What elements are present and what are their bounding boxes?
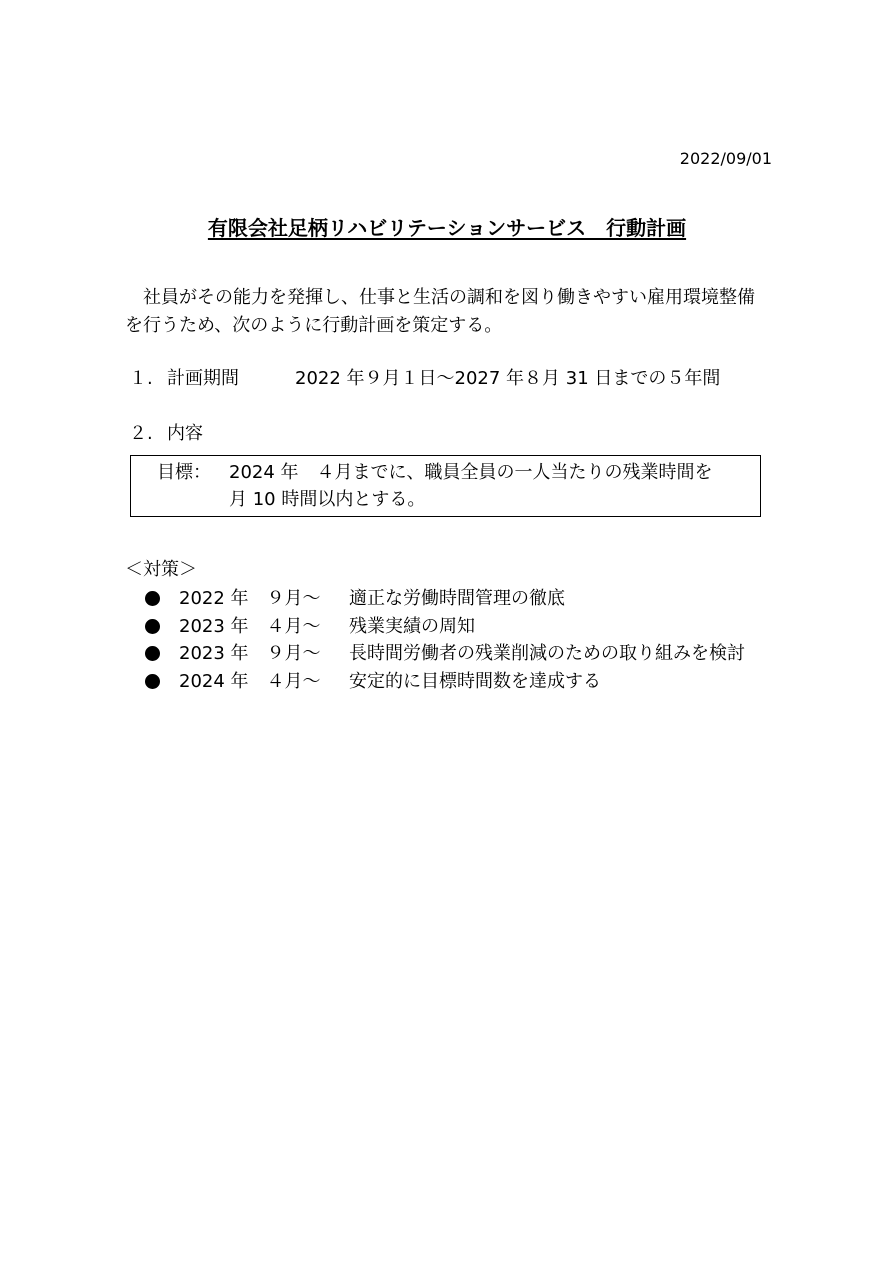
goal-label: 目標： xyxy=(157,462,211,483)
document-title: 有限会社足柄リハビリテーションサービス 行動計画 xyxy=(207,216,687,240)
section-1-label: 計画期間 xyxy=(167,368,239,389)
measure-date: 2022 年 ９月～ xyxy=(179,588,321,609)
goal-text xyxy=(229,459,713,513)
measure-item xyxy=(145,613,745,641)
measure-text: 適正な労働時間管理の徹底 xyxy=(349,588,565,609)
measure-text: 残業実績の周知 xyxy=(349,615,475,637)
measure-date: 2023 年 ９月～ xyxy=(179,643,321,664)
document-date: 2022/09/01 xyxy=(679,149,772,168)
measure-item xyxy=(145,585,745,613)
measure-date: 2023 年 ４月～ xyxy=(179,615,321,637)
section-2-number: ２. xyxy=(129,423,153,444)
goal-line-2: 月 10 時間以内とする。 xyxy=(229,489,426,510)
measure-date: 2024 年 ４月～ xyxy=(179,670,321,692)
intro-line-1: 社員がその能力を発揮し、仕事と生活の調和を図り働きやすい雇用環境整備 xyxy=(143,287,755,308)
content-heading-row xyxy=(125,421,203,447)
intro-line-2: を行うため、次のように行動計画を策定する。 xyxy=(125,315,503,336)
goal-line-1: 2024 年 ４月までに、職員全員の一人当たりの残業時間を xyxy=(229,462,713,483)
bullet-icon xyxy=(145,591,160,606)
measure-item xyxy=(145,668,745,696)
measures-heading: ＜対策＞ xyxy=(125,559,197,580)
goal-box xyxy=(130,455,761,517)
plan-period-value: 2022 年９月１日～2027 年８月 31 日までの５年間 xyxy=(295,368,721,389)
section-2-label: 内容 xyxy=(167,423,203,444)
bullet-icon xyxy=(145,674,160,689)
measure-item xyxy=(145,640,745,668)
section-1-number: １. xyxy=(129,368,153,389)
measure-text: 安定的に目標時間数を達成する xyxy=(349,670,601,692)
plan-period-row xyxy=(125,366,720,392)
measures-list xyxy=(145,585,745,695)
intro-paragraph xyxy=(125,284,785,340)
bullet-icon xyxy=(145,619,160,634)
measure-text: 長時間労働者の残業削減のための取り組みを検討 xyxy=(349,643,745,664)
bullet-icon xyxy=(145,646,160,661)
